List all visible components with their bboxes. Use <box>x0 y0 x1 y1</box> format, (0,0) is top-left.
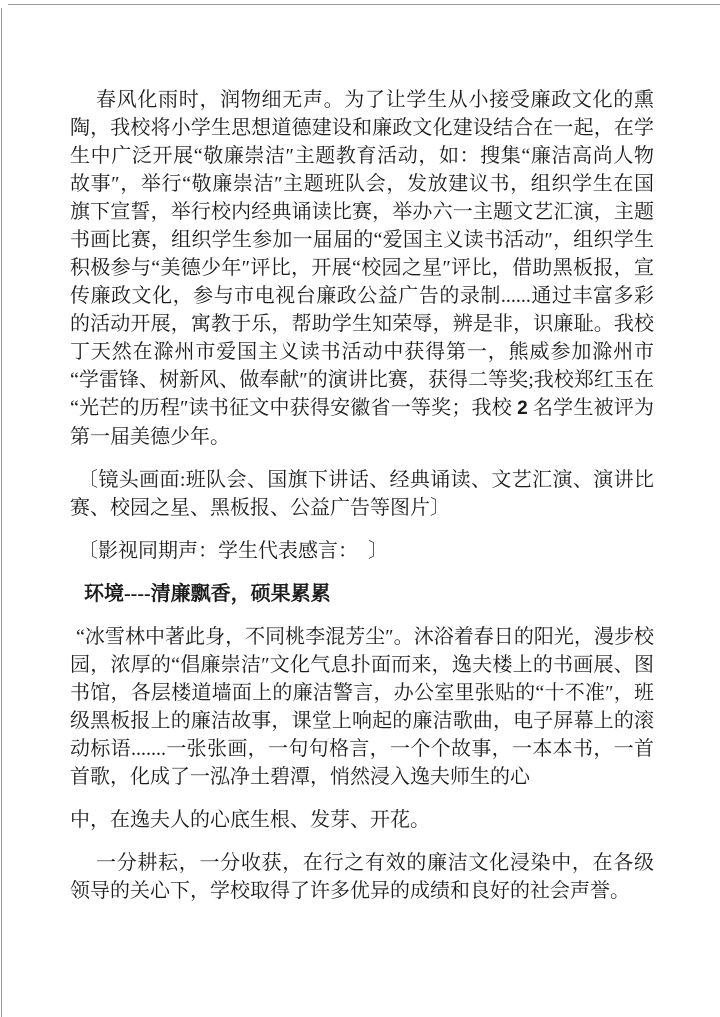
paragraph-take-root: 中，在逸夫人的心底生根、发芽、开花。 <box>70 809 430 831</box>
paragraph-shot-list: 〔镜头画面:班队会、国旗下讲话、经典诵读、文艺汇演、演讲比赛、校园之星、黑板报、公益广告等图片〕 <box>70 469 654 519</box>
page-left-edge-line <box>1 8 2 1017</box>
paragraph-harvest: 一分耕耘，一分收获，在行之有效的廉洁文化浸染中，在各级领导的关心下，学校取得了许多优异的成绩和良好的社会声誉。 <box>70 852 654 902</box>
paragraph-sync-sound: 〔影视同期声：学生代表感言： 〕 <box>78 540 388 562</box>
page-top-edge-line <box>8 4 720 5</box>
paragraph-campus-environment: “冰雪林中著此身，不同桃李混芳尘″。沐浴着春日的阳光，漫步校园，浓厚的“倡廉崇洁″文化气息扑面而来，逸夫楼上的书画展、图书馆，各层楼道墙面上的廉洁警言，办公室里张贴的“十不准″，班级黑板报上的廉洁故事，课堂上响起的廉洁歌曲，电子屏幕上的滚动标语.......一张张画，一句句格言，一个个故事，一本本书，一首首歌，化成了一泓净土碧潭，悄然浸入逸夫师生的心 <box>70 626 654 788</box>
document-body <box>70 86 654 920</box>
student-count-number: 2 <box>517 398 528 419</box>
paragraph-activities-text-before: 春风化雨时，润物细无声。为了让学生从小接受廉政文化的熏陶，我校将小学生思想道德建设和廉政文化建设结合在一起，在学生中广泛开展“敬廉崇洁″主题教育活动，如：搜集“廉洁高尚人物故事″，举行“敬廉崇洁″主题班队会，发放建议书，组织学生在国旗下宣誓，举行校内经典诵读比赛，举办六一主题文艺汇演，主题书画比赛，组织学生参加一届届的“爱国主义读书活动″，组织学生积极参与“美德少年″评比，开展“校园之星″评比，借助黑板报，宣传廉政文化，参与市电视台廉政公益广告的录制......通过丰富多彩的活动开展，寓教于乐，帮助学生知荣辱，辨是非，识廉耻。我校丁天然在滁州市爱国主义读书活动中获得第一，熊威参加滁州市“学雷锋、树新风、做奉献″的演讲比赛，获得二等奖;我校郑红玉在“光芒的历程″读书征文中获得安徽省一等奖；我校 <box>70 89 654 419</box>
paragraph-activities-text-after: 名学生被评为第一届美德少年。 <box>70 397 654 448</box>
section-heading-environment: 环境----清廉飘香，硕果累累 <box>84 583 331 605</box>
paragraph-activities <box>70 86 654 451</box>
